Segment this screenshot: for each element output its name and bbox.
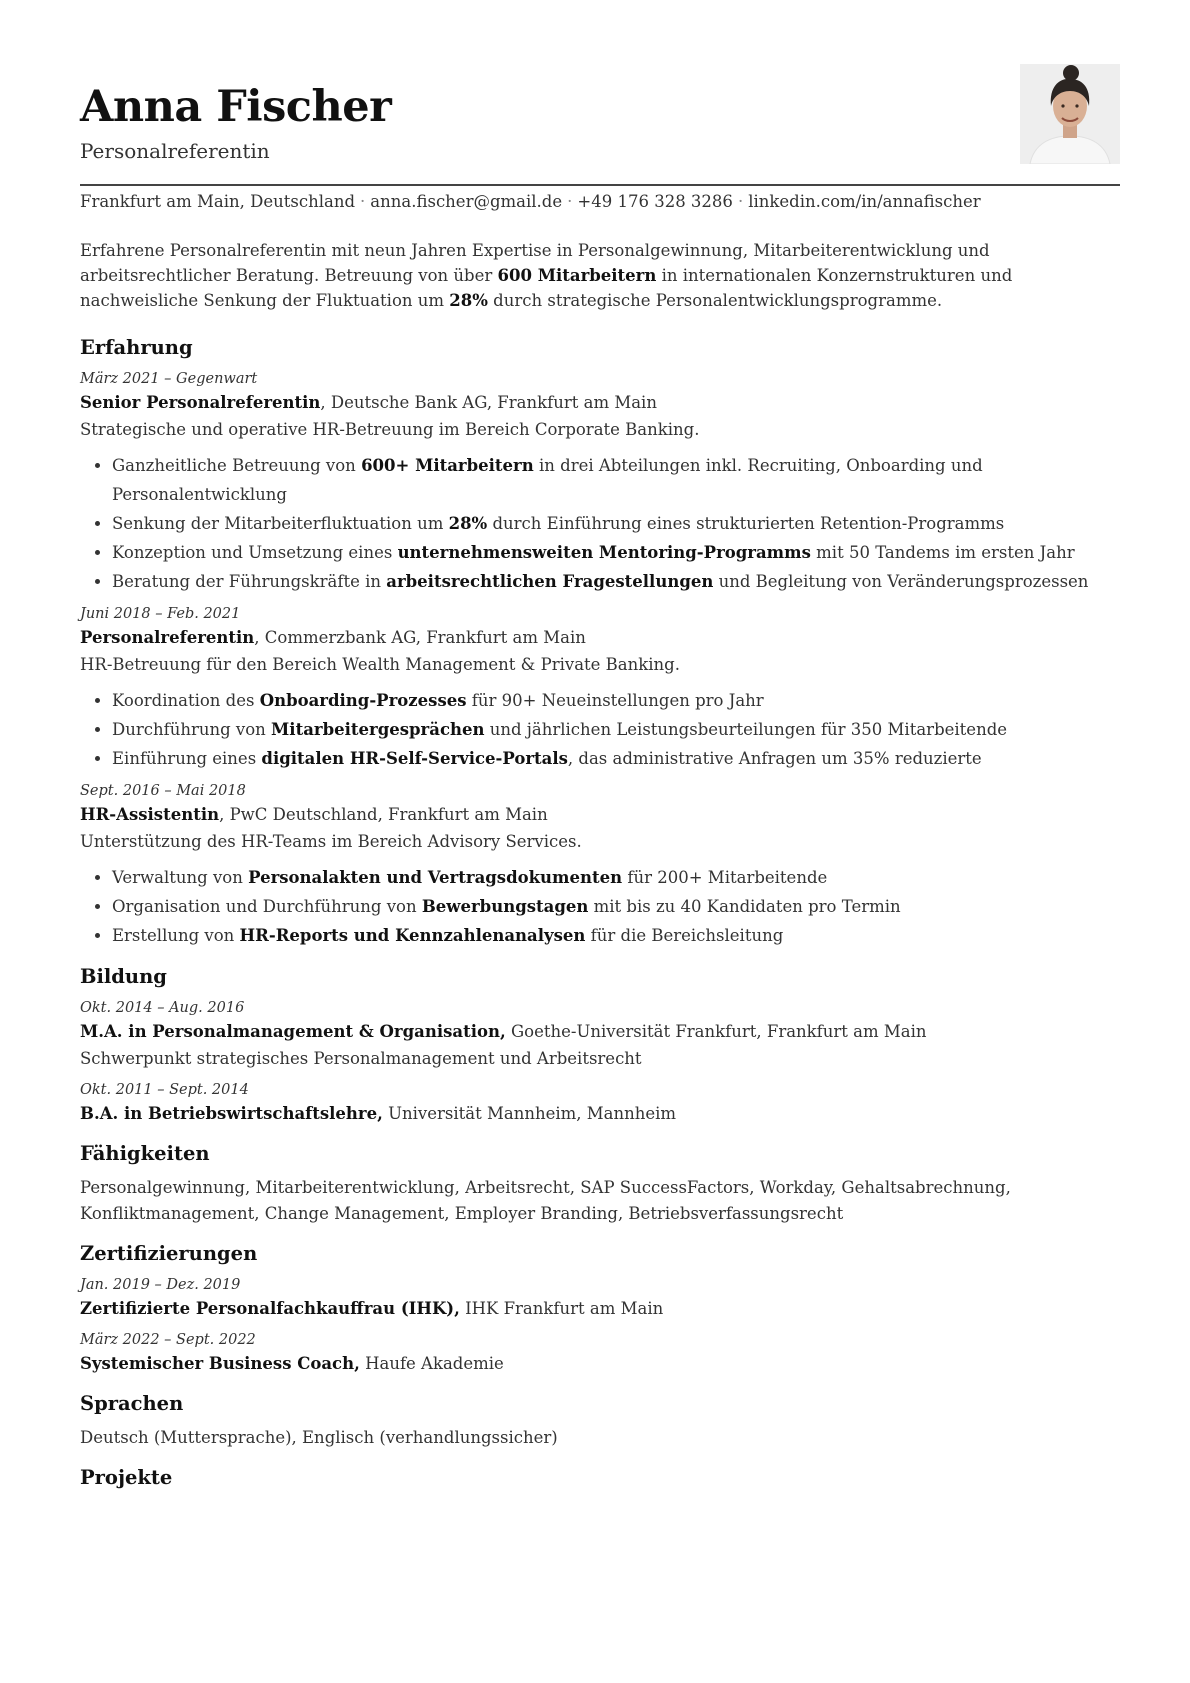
bullet-text: mit 50 Tandems im ersten Jahr xyxy=(810,543,1075,562)
bullet-text: Konzeption und Umsetzung eines xyxy=(112,543,398,562)
certification-title-line xyxy=(80,1350,1120,1377)
job-dates: Sept. 2016 – Mai 2018 xyxy=(80,783,246,799)
header-divider xyxy=(80,184,1120,186)
bullet-text: Einführung eines xyxy=(112,749,262,768)
section-heading-projects: Projekte xyxy=(80,1466,173,1489)
certification-dates: Jan. 2019 – Dez. 2019 xyxy=(80,1277,241,1293)
candidate-title: Personalreferentin xyxy=(80,139,270,163)
contact-separator: · xyxy=(567,192,573,211)
bullet-text: durch Einführung eines strukturierten Retention-Programms xyxy=(487,514,1005,533)
bullet-text: für 90+ Neueinstellungen pro Jahr xyxy=(466,691,764,710)
certification-issuer: Haufe Akademie xyxy=(359,1354,504,1373)
education-entry xyxy=(80,998,1120,1072)
bullet-text: mit bis zu 40 Kandidaten pro Termin xyxy=(588,897,901,916)
education-dates: Okt. 2014 – Aug. 2016 xyxy=(80,1000,245,1016)
education-title-line xyxy=(80,1018,1120,1045)
bullet-text: für 200+ Mitarbeitende xyxy=(622,868,828,887)
bullet-text: in drei Abteilungen inkl. Recruiting, Onboarding und Personalentwicklung xyxy=(112,456,983,504)
job-description: Strategische und operative HR-Betreuung im Bereich Corporate Banking. xyxy=(80,420,700,439)
skills-line: Personalgewinnung, Mitarbeiterentwicklung, Arbeitsrecht, SAP SuccessFactors, Workday, Gehaltsabrechnung, xyxy=(80,1178,1011,1197)
languages-section xyxy=(80,1391,1120,1451)
bullet-item xyxy=(112,921,1120,950)
section-heading-experience: Erfahrung xyxy=(80,336,193,359)
education-title-line xyxy=(80,1100,1120,1127)
summary-text: Erfahrene Personalreferentin mit neun Jahren Expertise in Personalgewinnung, Mitarbeiterentwicklung und arbeitsrechtlicher Beratung. Betreuung von über xyxy=(80,241,990,285)
summary-highlight: 600 Mitarbeitern xyxy=(497,266,657,285)
certification-title-line xyxy=(80,1295,1120,1322)
certification-issuer: IHK Frankfurt am Main xyxy=(459,1299,664,1318)
job-company: , Commerzbank AG, Frankfurt am Main xyxy=(254,628,586,647)
job-dates: März 2021 – Gegenwart xyxy=(80,371,258,387)
job-title-line xyxy=(80,389,1120,416)
contact-location: Frankfurt am Main, Deutschland xyxy=(80,192,356,211)
projects-section xyxy=(80,1465,1120,1491)
bullet-highlight: unternehmensweiten Mentoring-Programms xyxy=(397,543,811,562)
job-company: , Deutsche Bank AG, Frankfurt am Main xyxy=(320,393,657,412)
resume-body xyxy=(80,335,1120,1505)
job-title-line xyxy=(80,801,1120,828)
bullet-text: und jährlichen Leistungsbeurteilungen für 350 Mitarbeitende xyxy=(484,720,1008,739)
bullet-item xyxy=(112,567,1120,596)
education-degree: B.A. in Betriebswirtschaftslehre, xyxy=(80,1104,383,1123)
section-heading-skills: Fähigkeiten xyxy=(80,1142,210,1165)
candidate-name: Anna Fischer xyxy=(80,82,392,132)
section-heading-education: Bildung xyxy=(80,965,167,988)
certification-name: Systemischer Business Coach, xyxy=(80,1354,360,1373)
bullet-item xyxy=(112,509,1120,538)
bullet-item xyxy=(112,451,1120,509)
bullet-item xyxy=(112,538,1120,567)
section-heading-certifications: Zertifizierungen xyxy=(80,1242,258,1265)
bullet-highlight: Mitarbeitergesprächen xyxy=(271,720,485,739)
education-dates: Okt. 2011 – Sept. 2014 xyxy=(80,1082,249,1098)
education-note: Schwerpunkt strategisches Personalmanagement und Arbeitsrecht xyxy=(80,1049,642,1068)
contact-phone[interactable]: +49 176 328 3286 xyxy=(577,192,733,211)
job-bullets xyxy=(80,686,1120,773)
bullet-text: Erstellung von xyxy=(112,926,240,945)
certifications-section xyxy=(80,1241,1120,1377)
job-company: , PwC Deutschland, Frankfurt am Main xyxy=(219,805,548,824)
resume-content xyxy=(80,0,1120,1489)
bullet-text: und Begleitung von Veränderungsprozessen xyxy=(713,572,1089,591)
experience-section xyxy=(80,335,1120,950)
certification-entry xyxy=(80,1275,1120,1322)
bullet-text: für die Bereichsleitung xyxy=(585,926,784,945)
education-school: Universität Mannheim, Mannheim xyxy=(382,1104,677,1123)
contact-line xyxy=(80,190,981,214)
bullet-item xyxy=(112,863,1120,892)
certification-entry xyxy=(80,1330,1120,1377)
bullet-text: Senkung der Mitarbeiterfluktuation um xyxy=(112,514,449,533)
education-section xyxy=(80,964,1120,1127)
skills-section xyxy=(80,1141,1120,1227)
profile-summary xyxy=(80,238,1120,313)
bullet-item xyxy=(112,892,1120,921)
contact-email[interactable]: anna.fischer@gmail.de xyxy=(370,192,563,211)
summary-text: in internationalen Konzernstrukturen und nachweisliche Senkung der Fluktuation um xyxy=(80,266,1013,310)
bullet-highlight: 28% xyxy=(448,514,488,533)
bullet-text: Organisation und Durchführung von xyxy=(112,897,422,916)
job-description: HR-Betreuung für den Bereich Wealth Management & Private Banking. xyxy=(80,655,680,674)
bullet-text: , das administrative Anfragen um 35% reduzierte xyxy=(567,749,982,768)
skills-line: Konfliktmanagement, Change Management, Employer Branding, Betriebsverfassungsrecht xyxy=(80,1204,844,1223)
profile-photo xyxy=(1020,64,1120,164)
certification-dates: März 2022 – Sept. 2022 xyxy=(80,1332,256,1348)
contact-linkedin[interactable]: linkedin.com/in/annafischer xyxy=(748,192,981,211)
bullet-text: Koordination des xyxy=(112,691,260,710)
contact-separator: · xyxy=(360,192,366,211)
job-bullets xyxy=(80,451,1120,596)
job-dates: Juni 2018 – Feb. 2021 xyxy=(80,606,241,622)
job-entry xyxy=(80,781,1120,950)
job-entry xyxy=(80,369,1120,596)
summary-highlight: 28% xyxy=(449,291,488,310)
job-bullets xyxy=(80,863,1120,950)
bullet-text: Ganzheitliche Betreuung von xyxy=(112,456,362,475)
resume-header xyxy=(80,0,1120,184)
bullet-text: Verwaltung von xyxy=(112,868,249,887)
bullet-highlight: Bewerbungstagen xyxy=(421,897,589,916)
bullet-highlight: Onboarding-Prozesses xyxy=(259,691,467,710)
education-entry xyxy=(80,1080,1120,1127)
bullet-highlight: Personalakten und Vertragsdokumenten xyxy=(248,868,623,887)
bullet-item xyxy=(112,686,1120,715)
job-role: HR-Assistentin xyxy=(80,805,220,824)
education-degree: M.A. in Personalmanagement & Organisation, xyxy=(80,1022,506,1041)
bullet-highlight: arbeitsrechtlichen Fragestellungen xyxy=(386,572,714,591)
job-role: Personalreferentin xyxy=(80,628,255,647)
job-title-line xyxy=(80,624,1120,651)
education-school: Goethe-Universität Frankfurt, Frankfurt am Main xyxy=(505,1022,927,1041)
summary-text: durch strategische Personalentwicklungsprogramme. xyxy=(487,291,943,310)
section-heading-languages: Sprachen xyxy=(80,1392,184,1415)
bullet-text: Beratung der Führungskräfte in xyxy=(112,572,387,591)
bullet-text: Durchführung von xyxy=(112,720,272,739)
certification-name: Zertifizierte Personalfachkauffrau (IHK), xyxy=(80,1299,460,1318)
bullet-highlight: digitalen HR-Self-Service-Portals xyxy=(261,749,568,768)
job-entry xyxy=(80,604,1120,773)
bullet-item xyxy=(112,715,1120,744)
languages-text: Deutsch (Muttersprache), Englisch (verhandlungssicher) xyxy=(80,1428,558,1447)
portrait-image xyxy=(1020,64,1120,164)
job-role: Senior Personalreferentin xyxy=(80,393,321,412)
bullet-highlight: 600+ Mitarbeitern xyxy=(361,456,534,475)
contact-separator: · xyxy=(737,192,744,211)
job-description: Unterstützung des HR-Teams im Bereich Advisory Services. xyxy=(80,832,582,851)
bullet-highlight: HR-Reports und Kennzahlenanalysen xyxy=(239,926,586,945)
skills-list xyxy=(80,1175,1120,1227)
bullet-item xyxy=(112,744,1120,773)
